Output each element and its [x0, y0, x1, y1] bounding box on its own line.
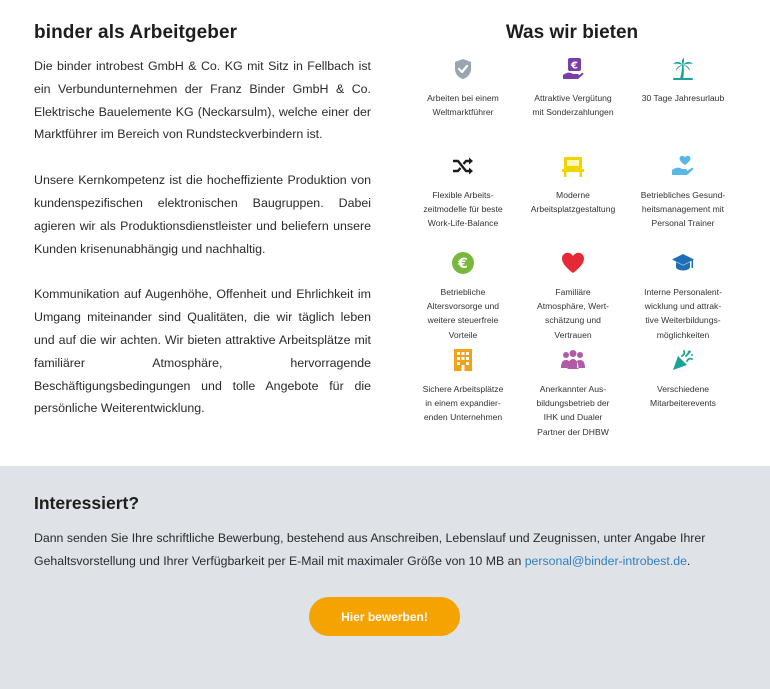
svg-text:€: € — [571, 60, 578, 72]
desk-icon — [560, 153, 586, 179]
palm-tree-icon — [670, 56, 696, 82]
offer-label: Sichere Arbeitsplätze in einem expandier- enden Unternehmen — [422, 384, 504, 423]
offer-item — [408, 347, 518, 444]
employer-paragraph: Unsere Kernkompetenz ist die hocheffiziente Produktion von kundenspezifischen elektronischen Baugruppen. Dabei agieren wir als Produktionsdienstleister und beliefern unsere Kunden krisenunabhängig und nachhaltig. — [34, 173, 371, 256]
offers-grid — [408, 56, 738, 444]
offer-item — [408, 56, 518, 153]
building-icon — [450, 347, 476, 373]
apply-button[interactable]: Hier bewerben! — [309, 597, 460, 636]
heart-icon — [560, 250, 586, 276]
shield-check-icon — [450, 56, 476, 82]
offer-item — [408, 153, 518, 250]
offer-item — [518, 153, 628, 250]
offer-label: Anerkannter Aus- bildungsbetrieb der IHK und Dualer Partner der DHBW — [536, 384, 610, 437]
offer-item — [518, 347, 628, 444]
offer-item — [628, 250, 738, 347]
employer-paragraph: Kommunikation auf Augenhöhe, Offenheit und Ehrlichkeit im Umgang miteinander sind Qualitäten, die wir täglich leben und auf die wir achten. Wir bieten attraktive Arbeitsplätze mit familiärer Atmosphäre, hervorragende Beschäftigungsbedingungen und tolle Angebote für die persönliche Weiterentwicklung. — [34, 287, 371, 416]
employer-paragraph: Die binder introbest GmbH & Co. KG mit Sitz in Fellbach ist ein Verbundunternehmen der Franz Binder GmbH & Co. Elektrische Bauelemente KG (Neckarsulm), welche einer der Marktführer im Bereich von Rundsteckverbindern ist. — [34, 59, 371, 142]
employer-column — [34, 22, 371, 443]
offer-label: Interne Personalent- wicklung und attrak- tive Weiterbildungs- möglichkeiten — [644, 287, 722, 340]
euro-coin-icon — [450, 250, 476, 276]
interested-section — [0, 466, 770, 689]
offer-item — [628, 347, 738, 444]
graduation-cap-icon — [670, 250, 696, 276]
interested-title: Interessiert? — [34, 493, 140, 513]
employer-title: binder als Arbeitgeber — [34, 22, 238, 43]
offer-label: Attraktive Vergütung mit Sonderzahlungen — [532, 93, 614, 118]
offer-label: Familiäre Atmosphäre, Wert- schätzung und Vertrauen — [537, 287, 609, 340]
offer-label: Verschiedene Mitarbeiterevents — [650, 384, 716, 409]
interested-suffix: . — [686, 553, 691, 568]
offer-label: Betriebliche Altersvorsorge und weitere steuerfreie Vorteile — [426, 287, 500, 340]
email-link[interactable]: personal@binder-introbest.de — [524, 553, 687, 568]
offer-label: 30 Tage Jahresurlaub — [641, 93, 725, 103]
offer-item — [628, 153, 738, 250]
euro-hand-icon — [560, 56, 586, 82]
interested-text — [34, 527, 744, 572]
heart-hand-icon — [670, 153, 696, 179]
offer-label: Betriebliches Gesund- heitsmanagement mit Personal Trainer — [640, 190, 726, 229]
party-popper-icon — [670, 347, 696, 373]
offers-title: Was wir bieten — [505, 22, 639, 43]
users-icon — [560, 347, 586, 373]
svg-text:€: € — [458, 256, 468, 272]
offer-label: Moderne Arbeitsplatzgestaltung — [530, 190, 616, 215]
offer-item — [518, 250, 628, 347]
interested-body: Dann senden Sie Ihre schriftliche Bewerbung, bestehend aus Anschreiben, Lebenslauf und Zeugnissen, unter Angabe Ihrer Gehaltsvorstellung und Ihrer Verfügbarkeit per E-Mail mit maximaler Größe von 10 MB an — [34, 531, 706, 568]
shuffle-icon — [450, 153, 476, 179]
offer-label: Arbeiten bei einem Weltmarktführer — [427, 93, 499, 118]
offers-column — [408, 22, 738, 444]
offer-item — [518, 56, 628, 153]
offer-label: Flexible Arbeits- zeitmodelle für beste Work-Life-Balance — [423, 190, 503, 229]
offer-item — [628, 56, 738, 153]
offer-item — [408, 250, 518, 347]
